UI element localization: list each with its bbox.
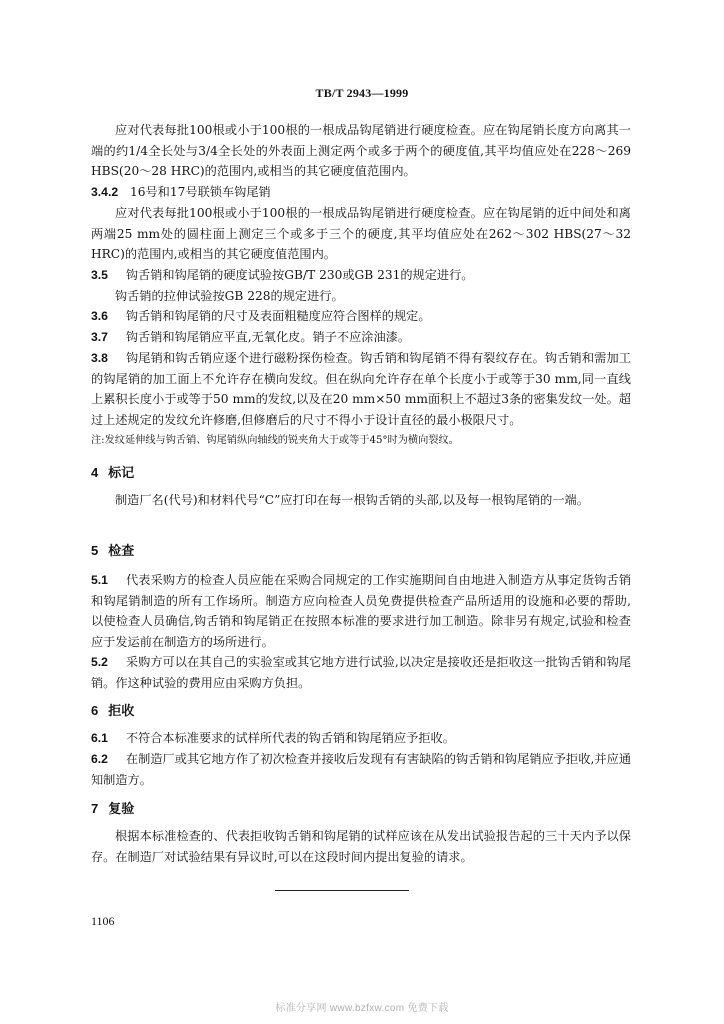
clause-number: 6.2 bbox=[91, 752, 108, 766]
paragraph-hardness-hook-tail-pin: 应对代表每批100根或小于100根的一根成品钩尾销进行硬度检查。应在钩尾销长度方向离其一端的约1/4全长处与3/4全长处的外表面上测定两个或多于两个的硬度值,其平均值应处在228～269 HBS(20～28 HRC)的范围内,或相当的其它硬度值范围内。 bbox=[91, 123, 631, 179]
clause-number: 5.2 bbox=[91, 655, 108, 669]
clause-text: 钩舌销和钩尾销应平直,无氧化皮。销子不应涂油漆。 bbox=[125, 330, 411, 344]
site-watermark-footer: 标准分享网 www.bzfxw.com 免费下载 bbox=[275, 1003, 449, 1014]
clause-3-6 bbox=[91, 306, 631, 327]
clause-title: 16号和17号联锁车钩尾销 bbox=[129, 185, 271, 199]
section-number: 6 bbox=[91, 703, 99, 718]
page-number: 1106 bbox=[91, 914, 115, 928]
clause-6-2 bbox=[91, 749, 631, 790]
clause-text: 不符合本标准要求的试样所代表的钩舌销和钩尾销应予拒收。 bbox=[125, 731, 455, 745]
clause-number: 3.8 bbox=[91, 351, 108, 365]
clause-text: 钩舌销和钩尾销的硬度试验按GB/T 230或GB 231的规定进行。 bbox=[125, 268, 474, 282]
section-4-heading bbox=[91, 462, 134, 481]
section-number: 4 bbox=[91, 465, 99, 480]
clause-3-7 bbox=[91, 327, 631, 348]
clause-number: 3.7 bbox=[91, 330, 108, 344]
section-title: 标记 bbox=[108, 466, 135, 481]
clause-text: 采购方可以在其自己的实验室或其它地方进行试验,以决定是接收还是拒收这一批钩舌销和钩尾销。作这种试验的费用应由采购方负担。 bbox=[91, 655, 632, 690]
end-of-document-rule bbox=[275, 890, 409, 891]
note-transverse-crack: 注:发纹延伸线与钩舌销、钩尾销纵向轴线的锐夹角大于或等于45°时为横向裂纹。 bbox=[91, 435, 459, 446]
section-number: 7 bbox=[91, 801, 99, 816]
clause-text: 在制造厂或其它地方作了初次检查并接收后发现有有害缺陷的钩舌销和钩尾销应予拒收,并应通知制造方。 bbox=[91, 752, 632, 787]
clause-text: 钩舌销和钩尾销的尺寸及表面粗糙度应符合图样的规定。 bbox=[125, 309, 431, 323]
clause-number: 3.4.2 bbox=[91, 185, 119, 199]
clause-6-1 bbox=[91, 728, 631, 749]
section-7-heading bbox=[91, 798, 134, 817]
paragraph-hardness-interlock-pin: 应对代表每批100根或小于100根的一根成品钩尾销进行硬度检查。应在钩尾销的近中间处和离两端25 mm处的圆柱面上测定三个或多于三个的硬度,其平均值应处在262～302 HBS(27～32 HRC)的范围内,或相当的其它硬度值范围内。 bbox=[91, 206, 631, 262]
paragraph-tensile-test: 钩舌销的拉伸试验按GB 228的规定进行。 bbox=[115, 289, 344, 303]
clause-5-2 bbox=[91, 652, 631, 693]
section-6-heading bbox=[91, 700, 134, 719]
clause-text: 钩尾销和钩舌销应逐个进行磁粉探伤检查。钩舌销和钩尾销不得有裂纹存在。钩舌销和需加工的钩尾销的加工面上不允许存在横向发纹。但在纵向允许存在单个长度小于或等于30 mm,同一直线上累积长度小于或等于50 mm的发纹,以及在20 mm×50 mm面积上不超过3条的密集发纹一处。超过上述规定的发纹允许修磨,但修磨后的尺寸不得小于设计直径的最小极限尺寸。 bbox=[91, 351, 632, 427]
section-5-heading bbox=[91, 540, 134, 559]
clause-5-1 bbox=[91, 570, 631, 652]
section-title: 复验 bbox=[108, 802, 135, 817]
clause-number: 3.5 bbox=[91, 268, 108, 282]
clause-3-8 bbox=[91, 348, 631, 430]
standard-number-header: TB/T 2943—1999 bbox=[315, 86, 409, 100]
clause-3-4-2 bbox=[91, 182, 631, 203]
clause-3-5 bbox=[91, 265, 631, 286]
clause-number: 3.6 bbox=[91, 309, 108, 323]
clause-number: 6.1 bbox=[91, 731, 108, 745]
paragraph-retest: 根据本标准检查的、代表拒收钩舌销和钩尾销的试样应该在从发出试验报告起的三十天内予以保存。在制造厂对试验结果有异议时,可以在这段时间内提出复验的请求。 bbox=[91, 829, 631, 864]
section-title: 拒收 bbox=[108, 704, 135, 719]
section-number: 5 bbox=[91, 543, 99, 558]
clause-number: 5.1 bbox=[91, 573, 108, 587]
paragraph-marking: 制造厂名(代号)和材料代号“C”应打印在每一根钩舌销的头部,以及每一根钩尾销的一端。 bbox=[115, 493, 589, 507]
clause-text: 代表采购方的检查人员应能在采购合同规定的工作实施期间自由地进入制造方从事定货钩舌销和钩尾销制造的所有工作场所。制造方应向检查人员免费提供检查产品所适用的设施和必要的帮助,以使检查人员确信,钩舌销和钩尾销正在按照本标准的要求进行加工制造。除非另有规定,试验和检查应于发运前在制造方的场所进行。 bbox=[91, 573, 632, 649]
section-title: 检查 bbox=[108, 544, 135, 559]
